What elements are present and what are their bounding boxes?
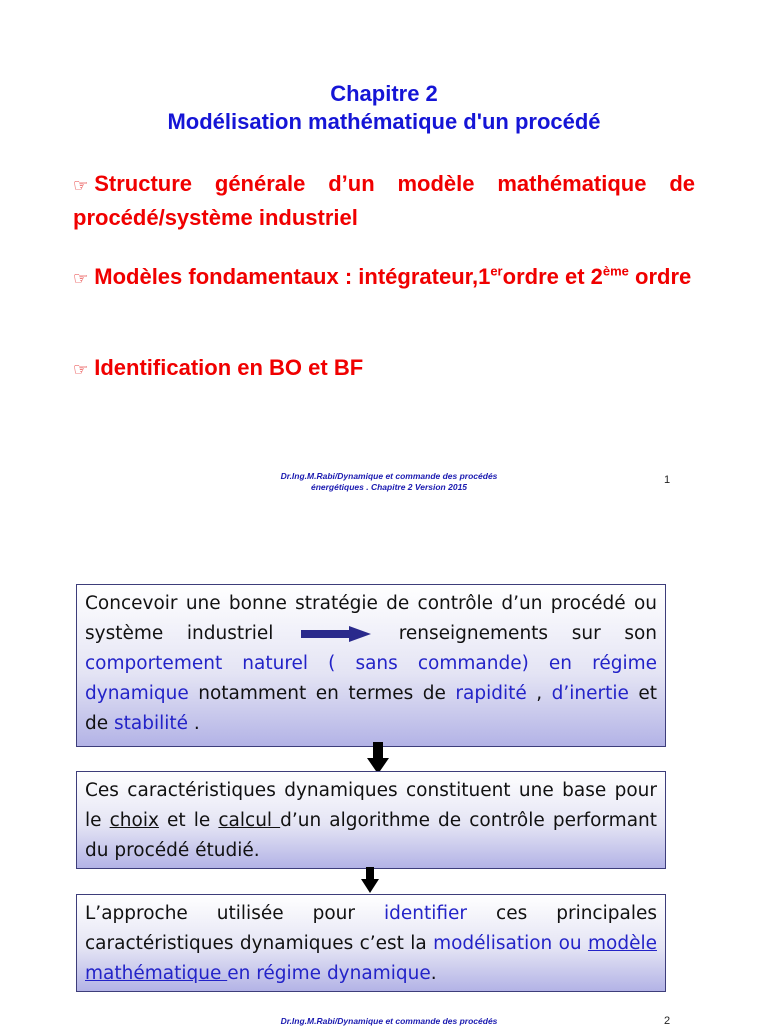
box-emphasis: comportement naturel ( sans commande) en régime dynamique [85, 653, 657, 704]
chapter-label: Chapitre 2 [330, 81, 438, 106]
footer-line: Dr.Ing.M.Rabi/Dynamique et commande des procédés [280, 1016, 498, 1026]
bullet-text: Identification en BO et BF [94, 355, 364, 380]
box-emphasis: rapidité [455, 683, 527, 704]
bullet-text: Modèles fondamentaux : intégrateur,1 [94, 264, 491, 289]
bullet-text: Structure générale d’un modèle mathématique de procédé/système industriel [73, 171, 695, 230]
text-box-approach [76, 894, 666, 992]
footer-line: Dr.Ing.M.Rabi/Dynamique et commande des procédés [280, 471, 498, 481]
box-underlined: calcul [218, 810, 281, 831]
box-text: et le [167, 810, 211, 831]
box-emphasis: en régime dynamique [227, 963, 431, 984]
down-arrow-icon [361, 867, 379, 893]
bullet-item-models [73, 261, 695, 295]
box-text: Ces caractéristiques dynamiques constituent une base pour le [85, 780, 657, 831]
pointing-hand-icon: ☞ [73, 269, 89, 289]
bullet-item-identification [73, 352, 695, 386]
box-text: , [526, 683, 543, 704]
footer-line: énergétiques . Chapitre 2 Version 2015 [310, 482, 468, 492]
box-text: renseignements sur son [398, 623, 657, 644]
box-underlined: choix [109, 810, 159, 831]
slide-2 [0, 510, 768, 1027]
box-emphasis: identifier [384, 903, 468, 924]
box-text: ces principales caractéristiques dynamiques c’est la [85, 903, 657, 954]
text-box-characteristics [76, 771, 666, 869]
box-text: L’approche utilisée pour [85, 903, 355, 924]
box-text: . [430, 963, 437, 984]
pointing-hand-icon: ☞ [73, 360, 89, 380]
bullet-item-structure [73, 168, 695, 234]
superscript: er [490, 263, 503, 279]
right-arrow-icon [301, 626, 371, 642]
bullet-text: ordre [628, 264, 692, 289]
box-text: notamment en termes de [198, 683, 446, 704]
box-emphasis: stabilité [114, 713, 189, 734]
slide-1 [0, 0, 768, 510]
box-emphasis: d’inertie [551, 683, 629, 704]
box-text: Concevoir une bonne stratégie de contrôle d’un procédé ou système industriel [85, 593, 657, 644]
page-number: 2 [664, 1015, 671, 1027]
down-arrow-icon [367, 742, 389, 774]
pointing-hand-icon: ☞ [73, 176, 89, 196]
superscript: ème [602, 263, 629, 279]
slide-title [0, 80, 768, 136]
box-text: . [188, 713, 200, 734]
slide-footer [0, 471, 768, 493]
text-box-strategy [76, 584, 666, 747]
box-emphasis-underlined: modèle mathématique [85, 933, 657, 984]
chapter-title: Modélisation mathématique d'un procédé [167, 109, 601, 134]
bullet-text: ordre et 2 [502, 264, 603, 289]
box-text: et de [85, 683, 657, 734]
page-number: 1 [664, 474, 671, 486]
box-text: d’un algorithme de contrôle performant du procédé étudié. [85, 810, 658, 861]
box-emphasis: modélisation ou [433, 933, 582, 954]
slide-footer [0, 1016, 768, 1027]
